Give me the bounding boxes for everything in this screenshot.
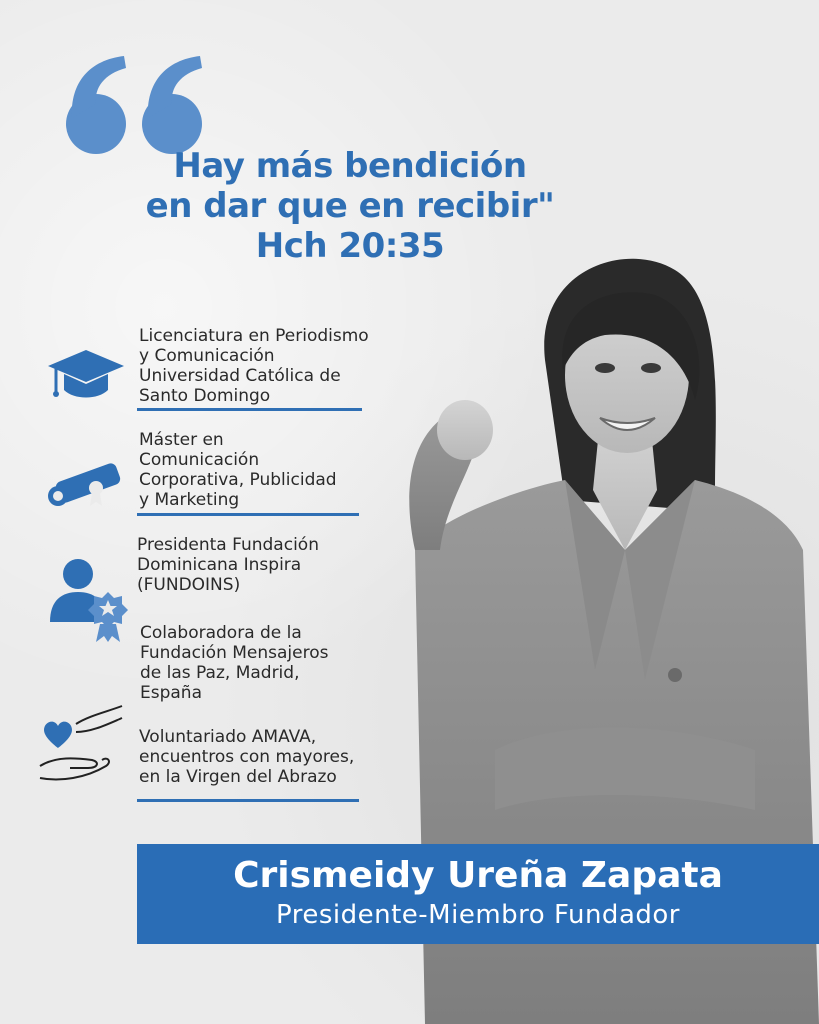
name-banner bbox=[137, 844, 819, 944]
diploma-scroll-icon bbox=[44, 458, 128, 510]
credential-line: Universidad Católica de bbox=[139, 366, 341, 386]
graduation-cap-icon bbox=[46, 348, 126, 404]
credential-line: Santo Domingo bbox=[139, 386, 271, 406]
heart-hands-icon bbox=[36, 704, 128, 784]
credential-line: (FUNDOINS) bbox=[137, 575, 241, 595]
credential-line: Presidenta Fundación bbox=[137, 535, 319, 555]
credential-line: Corporativa, Publicidad bbox=[139, 470, 337, 490]
person-award-icon bbox=[48, 556, 130, 644]
credential-line: y Marketing bbox=[139, 490, 240, 510]
credential-line: Fundación Mensajeros bbox=[140, 643, 329, 663]
credential-line: Voluntariado AMAVA, bbox=[139, 727, 317, 747]
credential-line: de las Paz, Madrid, bbox=[140, 663, 300, 683]
credential-master bbox=[139, 430, 337, 510]
credential-line: Comunicación bbox=[139, 450, 260, 470]
credential-line: España bbox=[140, 683, 202, 703]
credential-president bbox=[137, 535, 319, 595]
divider bbox=[137, 513, 359, 516]
person-role: Presidente-Miembro Fundador bbox=[276, 900, 680, 930]
bible-quote bbox=[110, 146, 590, 266]
credential-line: en la Virgen del Abrazo bbox=[139, 767, 337, 787]
credential-line: Licenciatura en Periodismo bbox=[139, 326, 369, 346]
credential-line: Colaboradora de la bbox=[140, 623, 302, 643]
credential-line: Máster en bbox=[139, 430, 224, 450]
person-name: Crismeidy Ureña Zapata bbox=[233, 855, 723, 896]
credential-line: y Comunicación bbox=[139, 346, 275, 366]
credential-volunteer bbox=[139, 727, 354, 787]
quote-line-1: Hay más bendición bbox=[173, 146, 527, 186]
quote-line-2: en dar que en recibir" bbox=[145, 186, 555, 226]
divider bbox=[137, 408, 362, 411]
credential-line: Dominicana Inspira bbox=[137, 555, 302, 575]
credential-line: encuentros con mayores, bbox=[139, 747, 355, 767]
credential-collaborator bbox=[140, 623, 329, 703]
credential-education bbox=[139, 326, 369, 406]
divider bbox=[137, 799, 359, 802]
quote-reference: Hch 20:35 bbox=[255, 226, 445, 266]
